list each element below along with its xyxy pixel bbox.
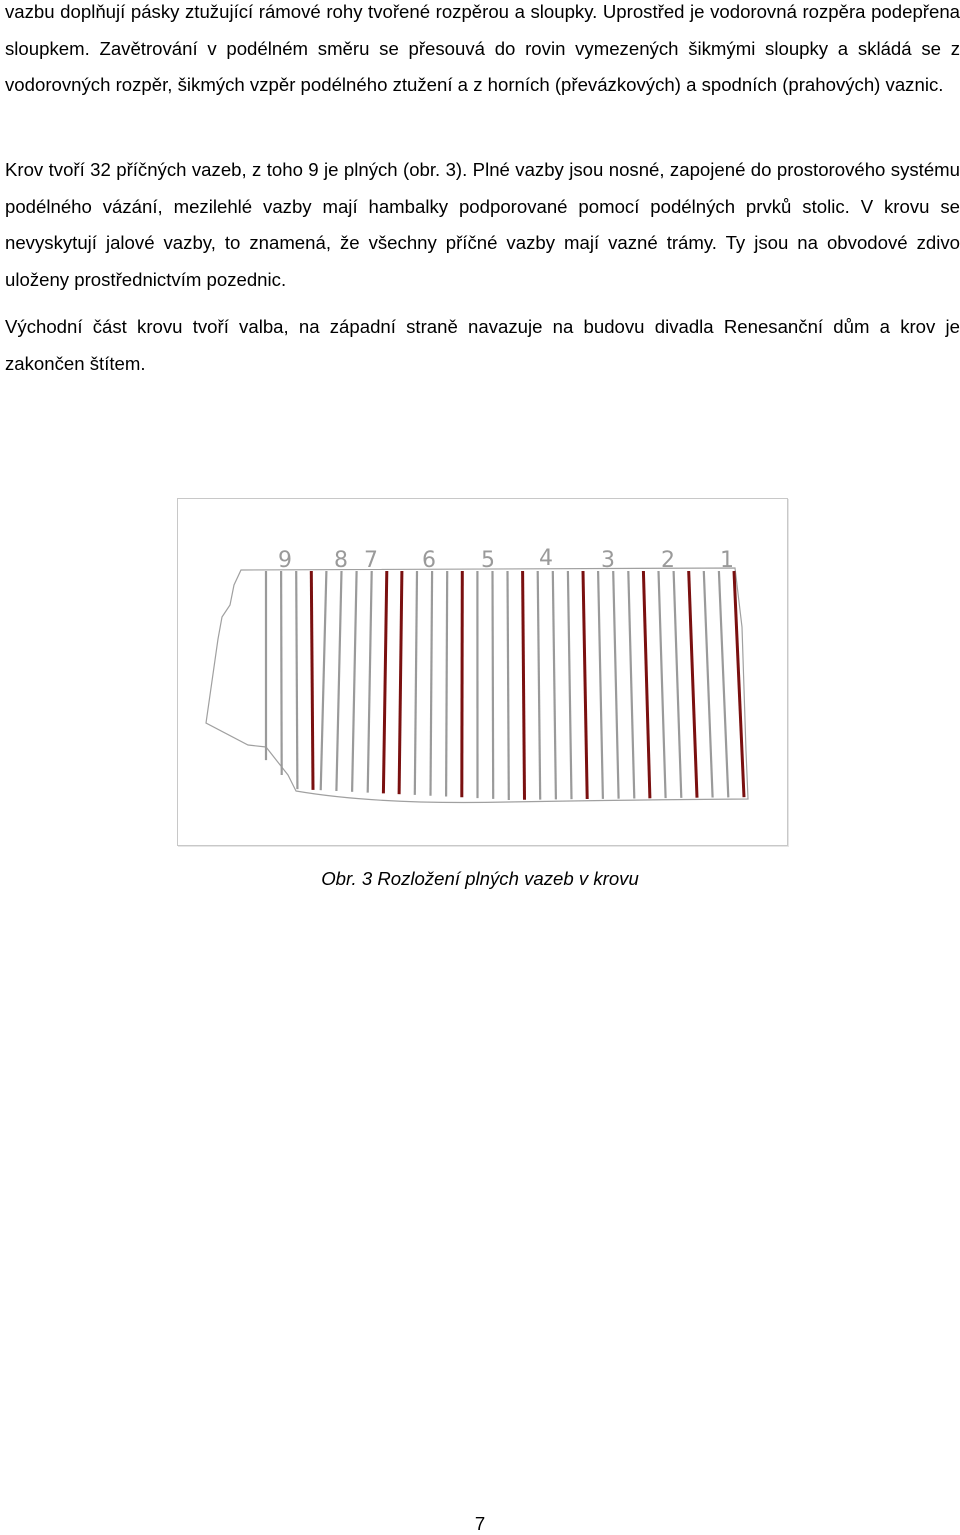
intermediate-truss-line [415,571,417,795]
intermediate-truss-line [296,571,297,789]
intermediate-truss-line [719,571,728,797]
intermediate-truss-line [368,571,372,793]
intermediate-truss-line [598,571,603,799]
paragraph-2: Krov tvoří 32 příčných vazeb, z toho 9 je plných (obr. 3). Plné vazby jsou nosné, zapojené do prostorového systému podélného vázání, mezilehlé vazby mají hambalky podporované pomocí podélných prvků stolic. V krovu se nevyskytují jalové vazby, to znamená, že všechny příčné vazby mají vazné trámy. Ty jsou na obvodové zdivo uloženy prostřednictvím pozednic. [5,159,960,290]
intermediate-truss-line [659,571,666,798]
full-truss-line [311,571,313,790]
truss-label-9: 9 [278,548,292,573]
truss-lines [266,571,744,800]
roof-plan-diagram [178,499,787,845]
truss-label-3: 3 [601,548,615,573]
truss-label-7: 7 [364,548,378,573]
truss-label-4: 4 [539,546,553,571]
full-truss-line [689,571,697,798]
full-truss-line [383,571,386,793]
intermediate-truss-line [538,571,541,800]
intermediate-truss-line [628,571,634,799]
paragraph-1: vazbu doplňují pásky ztužující rámové rohy tvořené rozpěrou a sloupky. Uprostřed je vodorovná rozpěra podepřena sloupkem. Zavětrování v podélném směru se přesouvá do rovin vymezených šikmými sloupky a skládá se z vodorovných rozpěr, šikmých vzpěr podélného ztužení a z horních (převázkových) a spodních (prahových) vaznic. [5,1,960,95]
figure-caption: Obr. 3 Rozložení plných vazeb v krovu [321,868,639,889]
truss-label-2: 2 [661,548,675,573]
truss-label-5: 5 [481,548,495,573]
truss-label-1: 1 [720,548,734,573]
intermediate-truss-line [568,571,572,799]
full-truss-line [643,571,650,798]
intermediate-truss-line [493,571,494,799]
intermediate-truss-line [553,571,556,799]
full-truss-line [399,571,402,794]
intermediate-truss-line [613,571,618,799]
roof-truss-figure [177,498,788,846]
intermediate-truss-line [446,571,447,797]
intermediate-truss-line [508,571,509,800]
intermediate-truss-line [704,571,713,798]
truss-label-8: 8 [334,548,348,573]
full-truss-line [523,571,525,800]
intermediate-truss-line [336,571,341,791]
full-truss-line [583,571,587,799]
truss-label-6: 6 [422,548,436,573]
paragraph-3: Východní část krovu tvoří valba, na západní straně navazuje na budovu divadla Renesanční dům a krov je zakončen štítem. [5,316,960,374]
intermediate-truss-line [674,571,682,798]
page-number: 7 [474,1513,486,1534]
full-truss-line [462,571,463,797]
intermediate-truss-line [431,571,433,796]
intermediate-truss-line [281,571,282,775]
intermediate-truss-line [321,571,327,790]
intermediate-truss-line [352,571,357,792]
